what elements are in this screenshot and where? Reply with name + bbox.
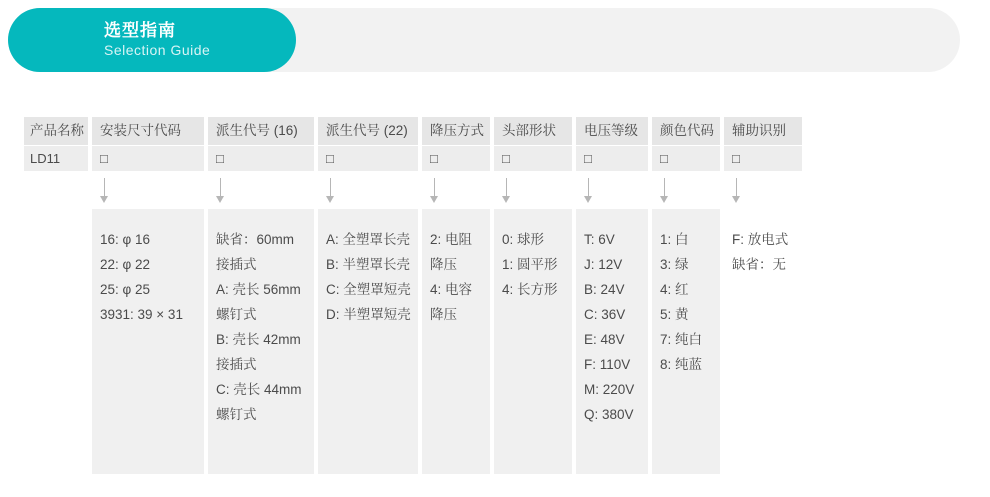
option-item: 接插式 [216,257,257,272]
option-item: T: 6V [584,232,615,247]
option-item: 1: 圆平形 [502,257,558,272]
down-arrow-icon [318,171,418,209]
page-title-cn: 选型指南 [104,21,176,40]
option-item: C: 36V [584,307,626,322]
option-item: 3931: 39 × 31 [100,307,183,322]
selection-code-columns [24,117,966,474]
option-item: 1: 白 [660,232,689,247]
option-item: A: 全塑罩长壳 [326,232,411,247]
page-title-en: Selection Guide [104,42,211,58]
column-code-value: □ [494,145,572,171]
option-item: 缺省：无 [732,257,786,272]
option-item: 3: 绿 [660,257,689,272]
option-item: 4: 红 [660,282,689,297]
column-code-value: □ [652,145,720,171]
option-item: F: 放电式 [732,232,789,247]
column-options-list [724,209,802,474]
column-header: 辅助识别 [724,117,802,145]
option-item: 25: φ 25 [100,282,151,297]
option-item: B: 壳长 42mm [216,332,301,347]
column-options-list [576,209,648,474]
down-arrow-icon [652,171,720,209]
column-header: 降压方式 [422,117,490,145]
option-item: E: 48V [584,332,625,347]
option-item: 缺省：60mm [216,232,295,247]
column-derivative-code-22 [318,117,418,474]
option-item: 螺钉式 [216,407,257,422]
column-header: 派生代号 (22) [318,117,418,145]
header-banner-tab [8,8,296,72]
column-auxiliary-identification [724,117,802,474]
column-head-shape [494,117,572,474]
option-item: 4: 长方形 [502,282,558,297]
option-item: 7: 纯白 [660,332,703,347]
option-item: Q: 380V [584,407,634,422]
column-mounting-size-code [92,117,204,474]
down-arrow-icon [576,171,648,209]
option-item: 5: 黄 [660,307,689,322]
column-options-list [92,209,204,474]
column-header: 派生代号 (16) [208,117,314,145]
option-item: C: 壳长 44mm [216,382,302,397]
option-item: 0: 球形 [502,232,545,247]
down-arrow-icon [724,171,802,209]
option-item: J: 12V [584,257,623,272]
option-item: 2: 电阻 [430,232,473,247]
option-item: 降压 [430,307,457,322]
column-options-list [318,209,418,474]
column-derivative-code-16 [208,117,314,474]
column-code-value: □ [422,145,490,171]
option-item: A: 壳长 56mm [216,282,301,297]
column-options-list [494,209,572,474]
column-header: 头部形状 [494,117,572,145]
column-color-code [652,117,720,474]
column-voltage-drop-method [422,117,490,474]
column-code-value: LD11 [24,145,88,171]
column-code-value: □ [318,145,418,171]
column-options-list [208,209,314,474]
column-options-list [652,209,720,474]
option-item: 接插式 [216,357,257,372]
option-item: 4: 电容 [430,282,473,297]
column-code-value: □ [208,145,314,171]
option-item: 22: φ 22 [100,257,151,272]
column-voltage-rating [576,117,648,474]
option-item: B: 半塑罩长壳 [326,257,411,272]
column-code-value: □ [576,145,648,171]
down-arrow-icon [92,171,204,209]
option-item: 降压 [430,257,457,272]
column-header: 产品名称 [24,117,88,145]
option-item: 8: 纯蓝 [660,357,703,372]
down-arrow-icon [494,171,572,209]
down-arrow-icon [422,171,490,209]
selection-code-table [24,117,966,474]
option-item: 螺钉式 [216,307,257,322]
column-product-name [24,117,88,171]
option-item: 16: φ 16 [100,232,151,247]
column-header: 安装尺寸代码 [92,117,204,145]
option-item: C: 全塑罩短壳 [326,282,411,297]
column-code-value: □ [724,145,802,171]
header-banner [8,8,960,72]
option-item: M: 220V [584,382,635,397]
column-header: 颜色代码 [652,117,720,145]
option-item: B: 24V [584,282,625,297]
option-item: D: 半塑罩短壳 [326,307,411,322]
down-arrow-icon [208,171,314,209]
column-code-value: □ [92,145,204,171]
option-item: F: 110V [584,357,631,372]
column-header: 电压等级 [576,117,648,145]
column-options-list [422,209,490,474]
